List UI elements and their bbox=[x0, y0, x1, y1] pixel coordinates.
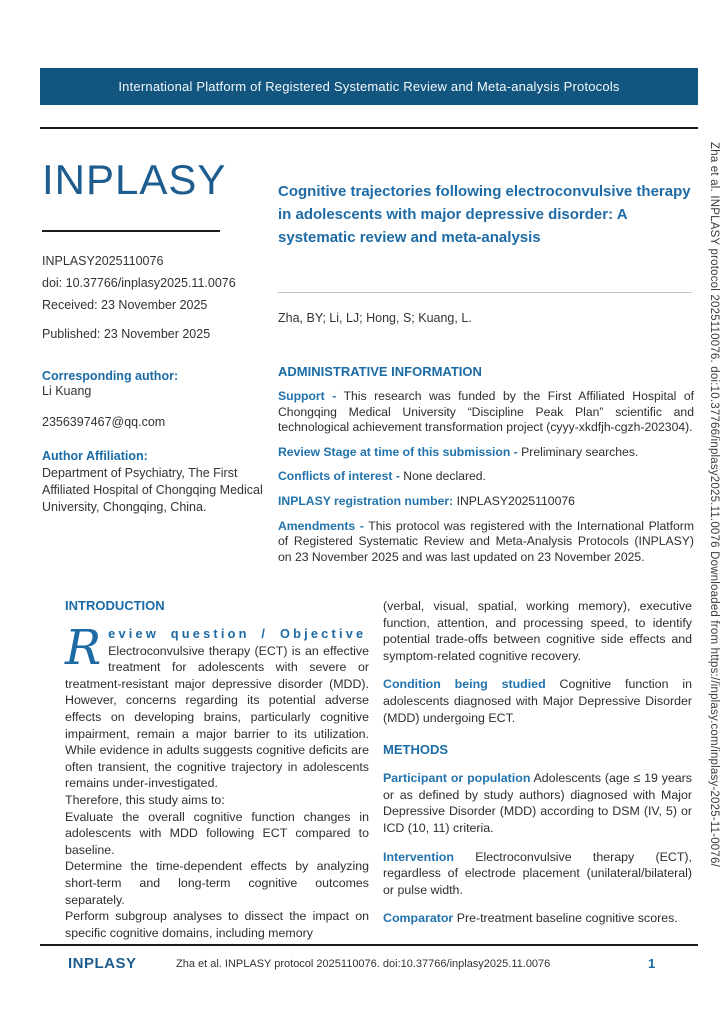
page-number: 1 bbox=[648, 956, 656, 971]
review-stage-text: Preliminary searches. bbox=[521, 444, 639, 459]
support-paragraph bbox=[278, 389, 694, 436]
review-question-label: eview question / Objective bbox=[108, 626, 367, 641]
logo-divider bbox=[42, 230, 220, 232]
platform-banner: International Platform of Registered Systematic Review and Meta-analysis Protocols bbox=[40, 68, 698, 105]
administrative-heading: ADMINISTRATIVE INFORMATION bbox=[278, 364, 482, 379]
affiliation-block bbox=[42, 449, 270, 516]
intervention-text: Electroconvulsive therapy (ECT), regardless of electrode placement (unilateral/bilateral) or pulse width. bbox=[383, 849, 692, 897]
study-aims bbox=[65, 792, 369, 941]
amendments-paragraph bbox=[278, 519, 694, 566]
top-divider bbox=[40, 127, 698, 129]
comparator-text: Pre-treatment baseline cognitive scores. bbox=[456, 911, 678, 926]
aim-1: Evaluate the overall cognitive function changes in adolescents with MDD following ECT compared to baseline. bbox=[65, 809, 369, 857]
dropcap-letter: R bbox=[65, 620, 102, 676]
amendments-label: Amendments - bbox=[278, 518, 364, 533]
published-date: Published: 23 November 2025 bbox=[42, 327, 211, 341]
affiliation-label: Author Affiliation: bbox=[42, 449, 148, 463]
registration-paragraph bbox=[278, 494, 694, 510]
review-question-text: Electroconvulsive therapy (ECT) is an effective treatment for adolescents with severe or treatment-resistant major depressive disorder (MDD). However, concerns regarding its potential adverse effects on developing brains, particularly cognitive impairment, remain a major barrier to its utilization. While evidence in adults suggests cognitive deficits are often transient, the cognitive trajectory in adolescents remains under-investigated. bbox=[65, 643, 369, 791]
conflicts-label: Conflicts of interest - bbox=[278, 469, 400, 484]
title-divider bbox=[278, 292, 692, 293]
methods-heading: METHODS bbox=[383, 742, 448, 758]
review-question-paragraph bbox=[65, 620, 369, 941]
body-left-column bbox=[65, 598, 369, 941]
administrative-information-section bbox=[278, 364, 694, 574]
corresponding-author-block bbox=[42, 369, 270, 431]
review-stage-paragraph bbox=[278, 445, 694, 461]
intervention-paragraph bbox=[383, 849, 692, 899]
affiliation-text: Department of Psychiatry, The First Affiliated Hospital of Chongqing Medical University, Chongqing, China. bbox=[42, 466, 263, 514]
inplasy-logo: INPLASY bbox=[42, 156, 227, 203]
footer-citation: Zha et al. INPLASY protocol 2025110076. doi:10.37766/inplasy2025.11.0076 bbox=[176, 958, 551, 970]
participant-label: Participant or population bbox=[383, 771, 531, 786]
paper-title: Cognitive trajectories following electroconvulsive therapy in adolescents with major depressive disorder: A systematic review and meta-analysis bbox=[278, 183, 691, 246]
review-stage-label: Review Stage at time of this submission - bbox=[278, 444, 518, 459]
sidebar-citation-watermark: Zha et al. INPLASY protocol 2025110076. doi:10.37766/inplasy2025.11.0076 Downloaded from https://inplasy.com/inplasy-2025-11-0076/ bbox=[708, 142, 720, 867]
aim-3: Perform subgroup analyses to dissect the impact on specific cognitive domains, including memory bbox=[65, 909, 369, 940]
aim-2: Determine the time-dependent effects by analyzing short-term and long-term cognitive outcomes separately. bbox=[65, 859, 369, 907]
amendments-text: This protocol was registered with the International Platform of Registered Systematic Review and Meta-Analysis Protocols (INPLASY) on 23 November 2025 and was last updated on 23 November 2025. bbox=[278, 518, 694, 564]
participant-paragraph bbox=[383, 770, 692, 836]
masthead-column bbox=[42, 156, 270, 516]
conflicts-paragraph bbox=[278, 469, 694, 485]
two-column-body bbox=[65, 598, 692, 941]
body-right-column bbox=[383, 598, 692, 941]
objective-continuation: (verbal, visual, spatial, working memory), executive function, attention, and processing speed, to identify potential trade-offs between cognitive side effects and symptom-related cognitive recovery. bbox=[383, 599, 692, 663]
condition-paragraph bbox=[383, 676, 692, 726]
author-list: Zha, BY; Li, LJ; Hong, S; Kuang, L. bbox=[278, 311, 472, 325]
condition-text: Cognitive function in adolescents diagnosed with Major Depressive Disorder (MDD) undergoing ECT. bbox=[383, 677, 692, 725]
corresponding-author-name: Li Kuang bbox=[42, 384, 92, 398]
comparator-label: Comparator bbox=[383, 911, 454, 926]
author-email: 2356397467@qq.com bbox=[42, 415, 166, 429]
conflicts-text: None declared. bbox=[403, 469, 486, 484]
support-label: Support - bbox=[278, 389, 337, 403]
doi-line: doi: 10.37766/inplasy2025.11.0076 bbox=[42, 276, 236, 290]
intervention-label: Intervention bbox=[383, 849, 454, 864]
support-text: This research was funded by the First Affiliated Hospital of Chongqing Medical University “Discipline Peak Plan” scientific and technological achievement transformation project (cyyy-xkdfjh-cgzh-202304). bbox=[278, 389, 695, 435]
registration-label: INPLASY registration number: bbox=[278, 493, 454, 508]
footer-logo: INPLASY bbox=[68, 955, 137, 972]
registration-value: INPLASY2025110076 bbox=[456, 493, 575, 508]
corresponding-author-label: Corresponding author: bbox=[42, 369, 179, 383]
footer-divider bbox=[40, 944, 698, 946]
registration-id: INPLASY2025110076 bbox=[42, 254, 164, 268]
participant-text: Adolescents (age ≤ 19 years or as defined by study authors) diagnosed with Major Depressive Disorder (MDD) according to DSM (IV, 5) or ICD (10, 11) criteria. bbox=[383, 771, 693, 835]
condition-label: Condition being studied bbox=[383, 677, 546, 692]
aims-intro: Therefore, this study aims to: bbox=[65, 792, 225, 807]
received-date: Received: 23 November 2025 bbox=[42, 298, 208, 312]
introduction-heading: INTRODUCTION bbox=[65, 598, 165, 613]
comparator-paragraph bbox=[383, 910, 692, 927]
